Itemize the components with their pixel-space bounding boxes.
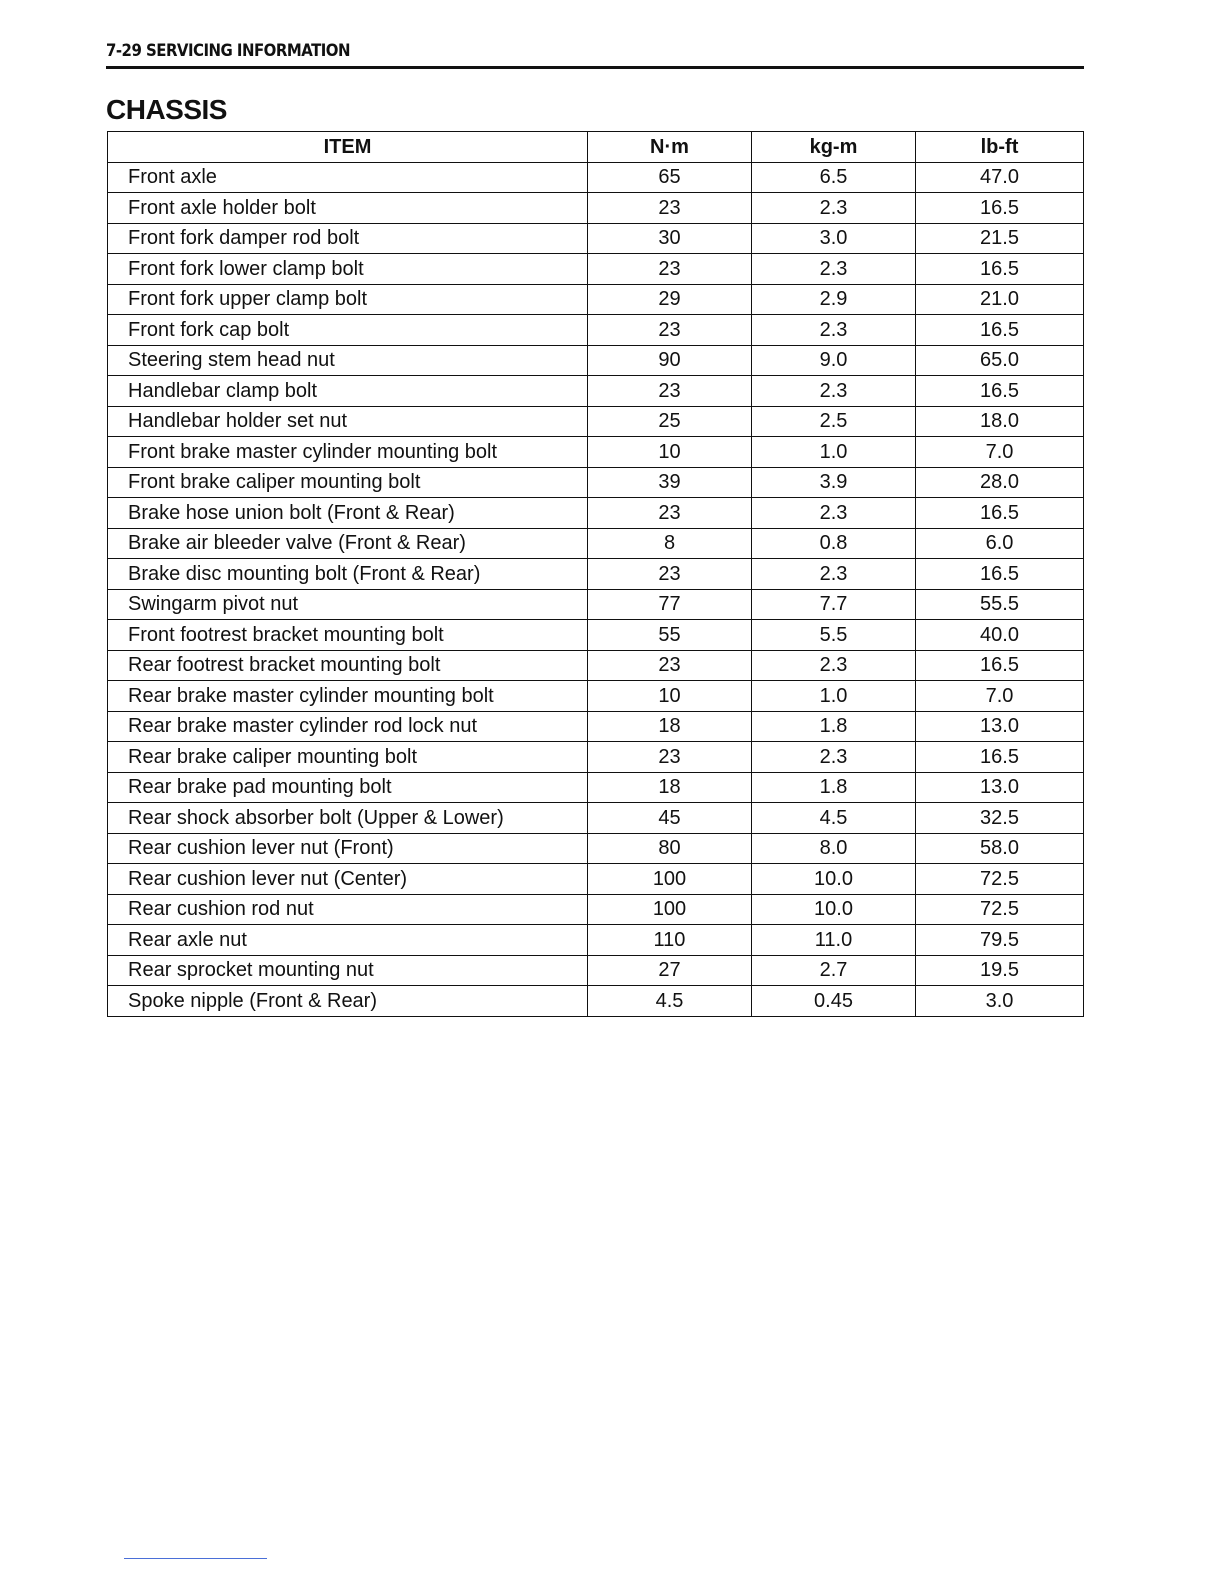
cell-lbft: 16.5 (916, 376, 1084, 407)
cell-kgm: 10.0 (752, 894, 916, 925)
cell-nm: 27 (588, 955, 752, 986)
cell-nm: 18 (588, 711, 752, 742)
table-row (108, 955, 1084, 986)
table-row (108, 498, 1084, 529)
table-row (108, 681, 1084, 712)
cell-item: Spoke nipple (Front & Rear) (108, 986, 588, 1017)
cell-nm: 4.5 (588, 986, 752, 1017)
cell-nm: 110 (588, 925, 752, 956)
cell-lbft: 28.0 (916, 467, 1084, 498)
cell-kgm: 2.3 (752, 742, 916, 773)
cell-kgm: 2.5 (752, 406, 916, 437)
cell-nm: 65 (588, 162, 752, 193)
cell-item: Rear cushion rod nut (108, 894, 588, 925)
cell-nm: 90 (588, 345, 752, 376)
cell-lbft: 16.5 (916, 498, 1084, 529)
cell-nm: 23 (588, 559, 752, 590)
torque-spec-table (107, 131, 1084, 1017)
table-row (108, 162, 1084, 193)
cell-item: Front axle (108, 162, 588, 193)
cell-item: Front fork damper rod bolt (108, 223, 588, 254)
table-row (108, 376, 1084, 407)
cell-nm: 100 (588, 864, 752, 895)
cell-item: Rear brake pad mounting bolt (108, 772, 588, 803)
cell-lbft: 7.0 (916, 437, 1084, 468)
cell-item: Front brake master cylinder mounting bolt (108, 437, 588, 468)
cell-lbft: 16.5 (916, 254, 1084, 285)
cell-lbft: 16.5 (916, 650, 1084, 681)
cell-lbft: 21.0 (916, 284, 1084, 315)
table-row (108, 559, 1084, 590)
cell-kgm: 2.3 (752, 650, 916, 681)
cell-kgm: 1.0 (752, 437, 916, 468)
cell-lbft: 72.5 (916, 864, 1084, 895)
cell-kgm: 2.3 (752, 559, 916, 590)
cell-kgm: 2.9 (752, 284, 916, 315)
column-header-item: ITEM (108, 132, 588, 163)
cell-nm: 23 (588, 254, 752, 285)
cell-lbft: 55.5 (916, 589, 1084, 620)
table-row (108, 864, 1084, 895)
cell-item: Swingarm pivot nut (108, 589, 588, 620)
cell-item: Handlebar holder set nut (108, 406, 588, 437)
table-row (108, 406, 1084, 437)
cell-nm: 77 (588, 589, 752, 620)
table-row (108, 254, 1084, 285)
cell-lbft: 40.0 (916, 620, 1084, 651)
cell-kgm: 3.0 (752, 223, 916, 254)
table-row (108, 620, 1084, 651)
cell-kgm: 2.3 (752, 193, 916, 224)
cell-kgm: 1.0 (752, 681, 916, 712)
cell-kgm: 0.45 (752, 986, 916, 1017)
cell-kgm: 5.5 (752, 620, 916, 651)
cell-item: Steering stem head nut (108, 345, 588, 376)
cell-lbft: 6.0 (916, 528, 1084, 559)
table-row (108, 315, 1084, 346)
cell-item: Brake disc mounting bolt (Front & Rear) (108, 559, 588, 590)
column-header-lbft: lb-ft (916, 132, 1084, 163)
cell-kgm: 0.8 (752, 528, 916, 559)
cell-kgm: 2.3 (752, 376, 916, 407)
cell-lbft: 16.5 (916, 559, 1084, 590)
column-header-nm: N·m (588, 132, 752, 163)
cell-lbft: 32.5 (916, 803, 1084, 834)
cell-lbft: 13.0 (916, 711, 1084, 742)
table-row (108, 711, 1084, 742)
cell-kgm: 10.0 (752, 864, 916, 895)
cell-nm: 29 (588, 284, 752, 315)
cell-item: Front fork upper clamp bolt (108, 284, 588, 315)
table-row (108, 345, 1084, 376)
cell-nm: 23 (588, 742, 752, 773)
cell-nm: 10 (588, 681, 752, 712)
cell-item: Rear brake master cylinder rod lock nut (108, 711, 588, 742)
table-row (108, 803, 1084, 834)
cell-kgm: 2.3 (752, 498, 916, 529)
cell-nm: 55 (588, 620, 752, 651)
cell-item: Rear sprocket mounting nut (108, 955, 588, 986)
cell-item: Front brake caliper mounting bolt (108, 467, 588, 498)
table-row (108, 528, 1084, 559)
cell-lbft: 3.0 (916, 986, 1084, 1017)
cell-nm: 45 (588, 803, 752, 834)
cell-lbft: 13.0 (916, 772, 1084, 803)
cell-nm: 80 (588, 833, 752, 864)
cell-item: Front fork cap bolt (108, 315, 588, 346)
cell-lbft: 16.5 (916, 742, 1084, 773)
cell-item: Rear brake master cylinder mounting bolt (108, 681, 588, 712)
cell-nm: 8 (588, 528, 752, 559)
cell-lbft: 18.0 (916, 406, 1084, 437)
cell-item: Rear shock absorber bolt (Upper & Lower) (108, 803, 588, 834)
cell-item: Front footrest bracket mounting bolt (108, 620, 588, 651)
cell-item: Rear cushion lever nut (Center) (108, 864, 588, 895)
cell-lbft: 47.0 (916, 162, 1084, 193)
cell-lbft: 79.5 (916, 925, 1084, 956)
cell-kgm: 2.7 (752, 955, 916, 986)
cell-lbft: 58.0 (916, 833, 1084, 864)
cell-lbft: 72.5 (916, 894, 1084, 925)
footer-rule (124, 1558, 267, 1559)
cell-nm: 39 (588, 467, 752, 498)
table-row (108, 986, 1084, 1017)
cell-nm: 100 (588, 894, 752, 925)
cell-kgm: 9.0 (752, 345, 916, 376)
cell-kgm: 8.0 (752, 833, 916, 864)
cell-item: Front fork lower clamp bolt (108, 254, 588, 285)
cell-nm: 23 (588, 650, 752, 681)
table-row (108, 223, 1084, 254)
table-row (108, 589, 1084, 620)
cell-nm: 23 (588, 193, 752, 224)
cell-nm: 23 (588, 498, 752, 529)
column-header-kgm: kg-m (752, 132, 916, 163)
cell-kgm: 1.8 (752, 772, 916, 803)
cell-item: Rear cushion lever nut (Front) (108, 833, 588, 864)
cell-nm: 18 (588, 772, 752, 803)
cell-item: Rear footrest bracket mounting bolt (108, 650, 588, 681)
cell-lbft: 16.5 (916, 315, 1084, 346)
cell-lbft: 16.5 (916, 193, 1084, 224)
table-row (108, 467, 1084, 498)
table-row (108, 894, 1084, 925)
table-row (108, 650, 1084, 681)
cell-kgm: 2.3 (752, 315, 916, 346)
cell-item: Rear axle nut (108, 925, 588, 956)
cell-lbft: 65.0 (916, 345, 1084, 376)
cell-kgm: 11.0 (752, 925, 916, 956)
cell-kgm: 1.8 (752, 711, 916, 742)
cell-nm: 30 (588, 223, 752, 254)
cell-item: Brake air bleeder valve (Front & Rear) (108, 528, 588, 559)
cell-item: Rear brake caliper mounting bolt (108, 742, 588, 773)
cell-item: Front axle holder bolt (108, 193, 588, 224)
table-row (108, 925, 1084, 956)
table-row (108, 833, 1084, 864)
cell-lbft: 7.0 (916, 681, 1084, 712)
cell-kgm: 7.7 (752, 589, 916, 620)
cell-nm: 10 (588, 437, 752, 468)
cell-nm: 23 (588, 315, 752, 346)
cell-kgm: 3.9 (752, 467, 916, 498)
table-header-row (108, 132, 1084, 163)
table-row (108, 193, 1084, 224)
running-header (106, 40, 1084, 69)
cell-nm: 25 (588, 406, 752, 437)
cell-item: Brake hose union bolt (Front & Rear) (108, 498, 588, 529)
table-row (108, 772, 1084, 803)
cell-lbft: 21.5 (916, 223, 1084, 254)
table-row (108, 437, 1084, 468)
cell-kgm: 4.5 (752, 803, 916, 834)
cell-kgm: 6.5 (752, 162, 916, 193)
table-body (108, 162, 1084, 1016)
section-title: CHASSIS (106, 94, 227, 125)
cell-nm: 23 (588, 376, 752, 407)
table-row (108, 284, 1084, 315)
cell-kgm: 2.3 (752, 254, 916, 285)
table-row (108, 742, 1084, 773)
cell-item: Handlebar clamp bolt (108, 376, 588, 407)
cell-lbft: 19.5 (916, 955, 1084, 986)
running-header-title: 7-29 SERVICING INFORMATION (106, 41, 350, 61)
